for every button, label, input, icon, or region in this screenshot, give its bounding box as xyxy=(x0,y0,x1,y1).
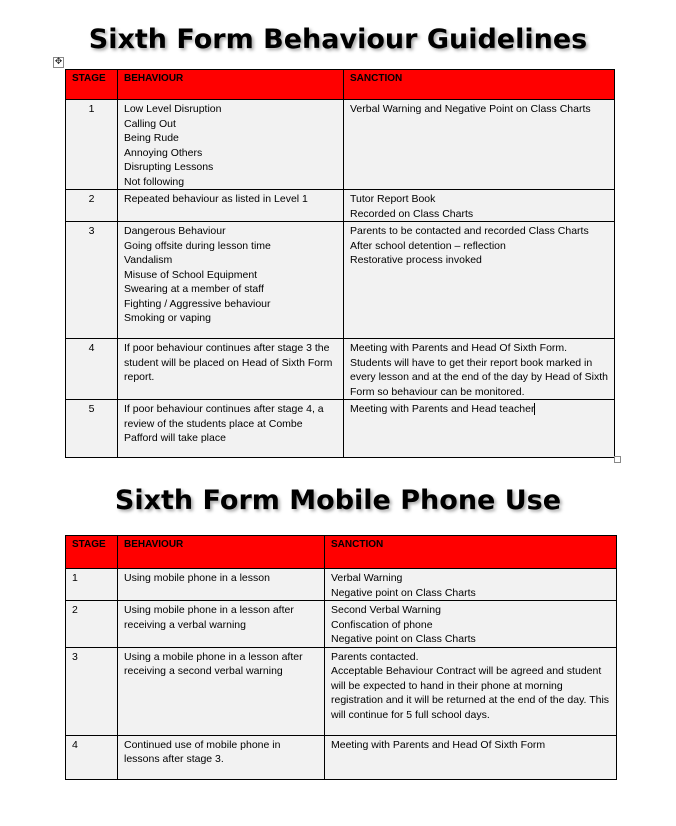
stage-cell: 3 xyxy=(66,222,118,339)
behaviour-line: Annoying Others xyxy=(124,146,203,159)
stage-cell: 3 xyxy=(66,647,118,735)
behaviour-line: Vandalism xyxy=(124,254,173,266)
behaviour-text: If poor behaviour continues after stage 4, a review of the students place at Combe Pafford will take place xyxy=(124,403,324,444)
header-behaviour: BEHAVIOUR xyxy=(118,70,344,100)
stage-cell: 1 xyxy=(66,569,118,601)
behaviour-cell xyxy=(118,601,325,648)
behaviour-line: Misuse of School Equipment xyxy=(124,268,258,281)
behaviour-cell xyxy=(118,339,344,400)
sanction-line: Second Verbal Warning xyxy=(331,604,441,616)
sanction-line: Negative point on Class Charts xyxy=(331,633,476,645)
behaviour-line: Repeated behaviour as listed in Level 1 xyxy=(124,193,308,205)
stage-cell: 4 xyxy=(66,339,118,400)
sanction-line: Verbal Warning xyxy=(331,572,403,584)
behaviour-line: Swearing at a member of staff xyxy=(124,283,264,295)
behaviour-line: Being Rude xyxy=(124,132,179,144)
behaviour-line: Fighting / Aggressive behaviour xyxy=(124,297,271,310)
table-row xyxy=(66,400,615,458)
sanction-cell xyxy=(325,647,617,735)
behaviour-line: Smoking or vaping xyxy=(124,312,211,324)
phone-title: Sixth Form Mobile Phone Use xyxy=(114,485,562,516)
behaviour-text: Using mobile phone in a lesson after receiving a verbal warning xyxy=(124,604,294,631)
header-sanction: SANCTION xyxy=(344,70,615,100)
table-row xyxy=(66,222,615,339)
table-move-icon[interactable]: ✥ xyxy=(54,57,63,67)
behaviour-cell xyxy=(118,735,325,779)
sanction-text: Meeting with Parents and Head Of Sixth Form xyxy=(331,738,546,751)
stage-cell: 5 xyxy=(66,400,118,458)
table-header-row xyxy=(66,70,615,100)
sanction-line: Negative point on Class Charts xyxy=(331,586,476,599)
behaviour-text: Continued use of mobile phone in lessons after stage 3. xyxy=(124,738,281,765)
header-stage: STAGE xyxy=(66,70,118,100)
sanction-line: Tutor Report Book xyxy=(350,193,436,205)
sanction-line: Recorded on Class Charts xyxy=(350,207,474,220)
table-row xyxy=(66,190,615,222)
behaviour-line: Dangerous Behaviour xyxy=(124,225,226,237)
sanction-cell xyxy=(344,100,615,190)
sanction-line: Restorative process invoked xyxy=(350,254,482,266)
table-row xyxy=(66,647,617,735)
sanction-cell[interactable] xyxy=(344,400,615,458)
table-resize-icon[interactable] xyxy=(614,456,621,463)
sanction-cell xyxy=(344,190,615,222)
stage-cell: 1 xyxy=(66,100,118,190)
sanction-line: After school detention – reflection xyxy=(350,239,506,252)
behaviour-text: If poor behaviour continues after stage 3 the student will be placed on Head of Sixth Form report. xyxy=(124,342,333,383)
stage-cell: 2 xyxy=(66,601,118,648)
sanction-cell xyxy=(325,735,617,779)
sanction-cell xyxy=(344,339,615,400)
sanction-line: Parents to be contacted and recorded Class Charts xyxy=(350,225,589,237)
header-behaviour: BEHAVIOUR xyxy=(118,536,325,569)
sanction-text[interactable]: Meeting with Parents and Head teacher xyxy=(350,403,535,415)
header-sanction: SANCTION xyxy=(325,536,617,569)
table-row xyxy=(66,735,617,779)
sanction-cell xyxy=(344,222,615,339)
behaviour-cell xyxy=(118,190,344,222)
table-row xyxy=(66,569,617,601)
behaviour-text: Using a mobile phone in a lesson after receiving a second verbal warning xyxy=(124,650,303,677)
behaviour-cell xyxy=(118,400,344,458)
behaviour-cell xyxy=(118,569,325,601)
phone-table xyxy=(65,535,617,780)
table-header-row xyxy=(66,536,617,569)
behaviour-title: Sixth Form Behaviour Guidelines xyxy=(88,24,588,55)
sanction-cell xyxy=(325,569,617,601)
behaviour-table xyxy=(65,69,615,458)
behaviour-line: Not following xyxy=(124,175,185,188)
sanction-cell xyxy=(325,601,617,648)
behaviour-line: Calling Out xyxy=(124,117,176,130)
header-stage: STAGE xyxy=(66,536,118,569)
sanction-line: Parents contacted. xyxy=(331,650,419,663)
sanction-text: Meeting with Parents and Head Of Sixth Form. Students will have to get their report book marked in every lesson and at the end of the day by Head of Sixth Form so behaviour can be monitored. xyxy=(350,342,608,398)
table-row xyxy=(66,100,615,190)
sanction-text: Acceptable Behaviour Contract will be agreed and student will be expected to hand in their phone at morning registration and it will be returned at the end of the day. This will continue for 5 full school days. xyxy=(331,665,610,721)
behaviour-text: Using mobile phone in a lesson xyxy=(124,572,270,584)
behaviour-cell xyxy=(118,222,344,339)
sanction-line: Confiscation of phone xyxy=(331,618,433,631)
table-row xyxy=(66,339,615,400)
behaviour-line: Disrupting Lessons xyxy=(124,161,214,173)
stage-cell: 4 xyxy=(66,735,118,779)
behaviour-line: Low Level Disruption xyxy=(124,103,222,115)
behaviour-cell xyxy=(118,100,344,190)
behaviour-cell xyxy=(118,647,325,735)
sanction-line: Verbal Warning and Negative Point on Class Charts xyxy=(350,103,591,115)
behaviour-line: Going offsite during lesson time xyxy=(124,239,271,252)
stage-cell: 2 xyxy=(66,190,118,222)
table-row xyxy=(66,601,617,648)
